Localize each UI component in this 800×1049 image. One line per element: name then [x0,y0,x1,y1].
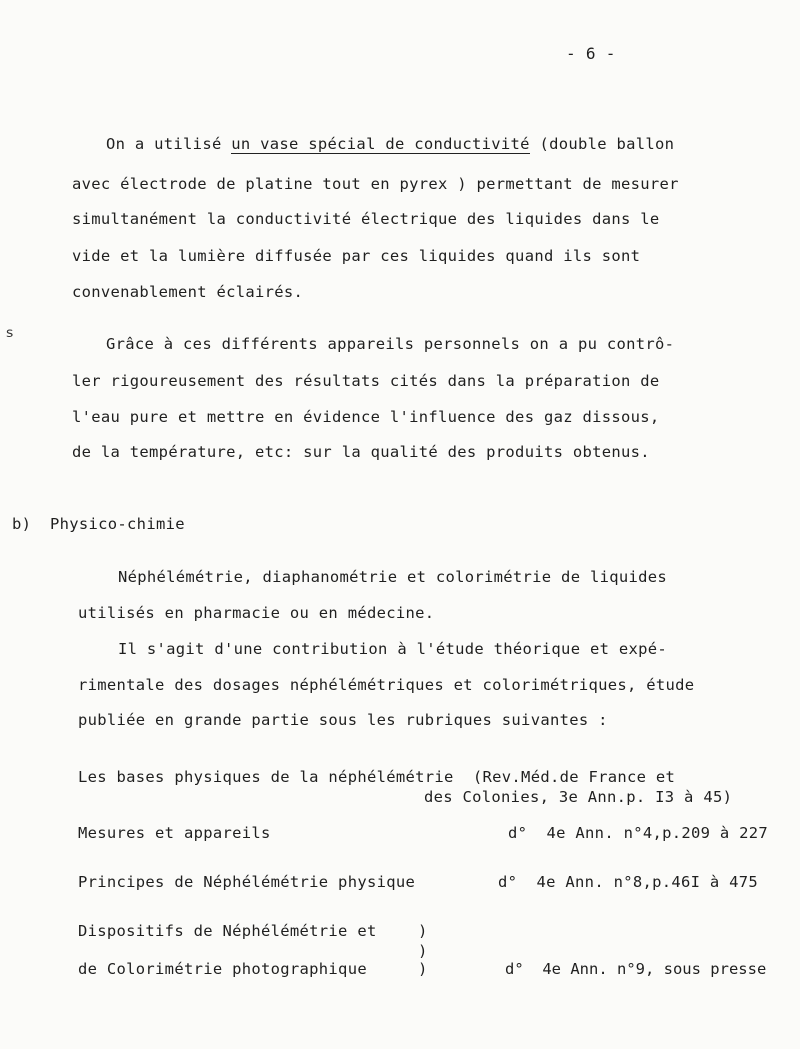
para3-line2: utilisés en pharmacie ou en médecine. [78,604,435,622]
ref4-brace-2: ) [418,942,428,960]
para1-line4: vide et la lumière diffusée par ces liquides quand ils sont [72,247,641,265]
para4-line1: Il s'agit d'une contribution à l'étude théorique et expé- [118,640,668,658]
para2-line1: Grâce à ces différents appareils personnels on a pu contrô- [106,335,675,353]
ref1-line2: des Colonies, 3e Ann.p. I3 à 45) [424,788,733,806]
para1-line5: convenablement éclairés. [72,283,304,301]
ref3-title: Principes de Néphélémétrie physique [78,873,416,891]
ref4-title-line2: de Colorimétrie photographique [78,960,367,978]
para2-line2: ler rigoureusement des résultats cités dans la préparation de [72,372,660,390]
ref1-line1: Les bases physiques de la néphélémétrie (Rev.Méd.de France et [78,768,676,786]
ref4-title-line1: Dispositifs de Néphélémétrie et [78,922,377,940]
section-label: b) [12,515,32,533]
para1-line1-start: On a utilisé [106,135,232,153]
section-title: Physico-chimie [50,515,185,533]
para3-line1: Néphélémétrie, diaphanométrie et colorimétrie de liquides [118,568,668,586]
margin-mark: ꜱ [6,325,14,341]
ref2-title: Mesures et appareils [78,824,271,842]
para4-line3: publiée en grande partie sous les rubriques suivantes : [78,711,608,729]
ref4-ref: d° 4e Ann. n°9, sous presse [505,960,767,978]
underlined-phrase: un vase spécial de conductivité [231,135,530,153]
para2-line3: l'eau pure et mettre en évidence l'influence des gaz dissous, [72,408,660,426]
para1-line1 [106,135,674,153]
page-number: - 6 - [566,44,616,63]
ref3-ref: d° 4e Ann. n°8,p.46I à 475 [498,873,759,891]
ref4-brace-1: ) [418,922,428,940]
para1-line2: avec électrode de platine tout en pyrex ) permettant de mesurer [72,175,679,193]
para1-line1-end: (double ballon [529,135,675,153]
ref4-brace-3: ) [418,960,428,978]
para2-line4: de la température, etc: sur la qualité des produits obtenus. [72,443,650,461]
para4-line2: rimentale des dosages néphélémétriques et colorimétriques, étude [78,676,695,694]
ref2-ref: d° 4e Ann. n°4,p.209 à 227 [508,824,769,842]
para1-line3: simultanément la conductivité électrique des liquides dans le [72,210,660,228]
